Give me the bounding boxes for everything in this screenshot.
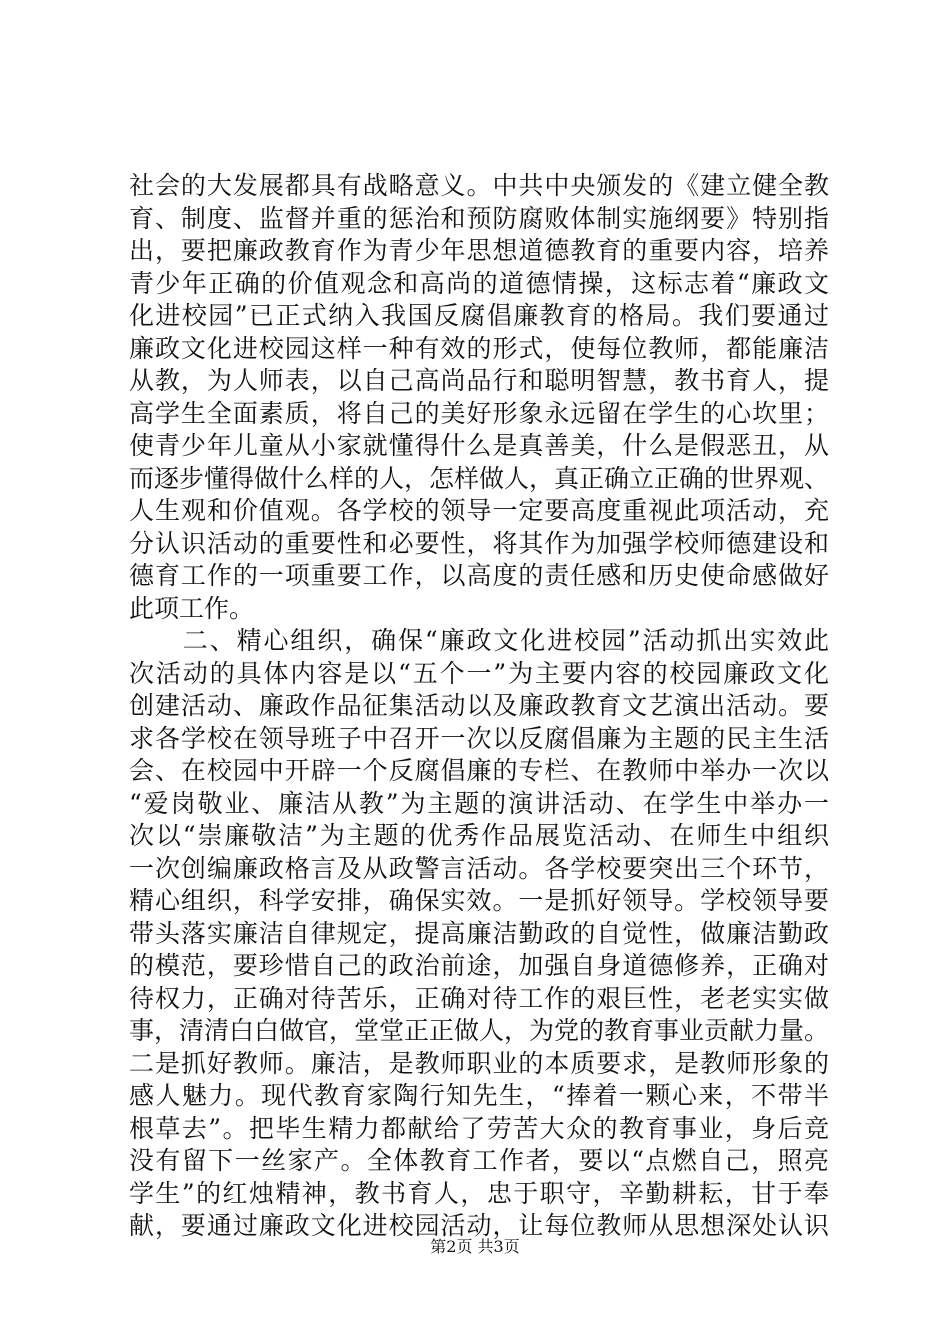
text-line: 青少年正确的价值观念和高尚的道德情操，这标志着“廉政文 bbox=[129, 268, 829, 298]
text-line: 次活动的具体内容是以“五个一”为主要内容的校园廉政文化 bbox=[129, 658, 829, 688]
text-line: 次以“崇廉敬洁”为主题的优秀作品展览活动、在师生中组织 bbox=[129, 821, 829, 850]
text-line: 创建活动、廉政作品征集活动以及廉政教育文艺演出活动。要 bbox=[129, 691, 829, 720]
text-line: 待权力，正确对待苦乐，正确对待工作的艰巨性，老老实实做 bbox=[129, 983, 829, 1013]
text-line: 社会的大发展都具有战略意义。中共中央颁发的《建立健全教 bbox=[129, 171, 829, 200]
text-line: 人生观和价值观。各学校的领导一定要高度重视此项活动，充 bbox=[129, 496, 829, 525]
text-line: 分认识活动的重要性和必要性，将其作为加强学校师德建设和 bbox=[129, 528, 829, 558]
text-line: 出，要把廉政教育作为青少年思想道德教育的重要内容，培养 bbox=[129, 236, 829, 265]
text-line: 而逐步懂得做什么样的人，怎样做人，真正确立正确的世界观、 bbox=[129, 463, 829, 493]
text-line: 二、精心组织，确保“廉政文化进校园”活动抓出实效此 bbox=[129, 626, 829, 655]
text-line: 的模范，要珍惜自己的政治前途，加强自身道德修养，正确对 bbox=[129, 951, 829, 980]
text-line: 此项工作。 bbox=[129, 593, 255, 623]
text-line: 会、在校园中开辟一个反腐倡廉的专栏、在教师中举办一次以 bbox=[129, 756, 829, 785]
text-line: 高学生全面素质，将自己的美好形象永远留在学生的心坎里； bbox=[129, 398, 829, 428]
text-line: 带头落实廉洁自律规定，提高廉洁勤政的自觉性，做廉洁勤政 bbox=[129, 918, 829, 948]
text-line: 育、制度、监督并重的惩治和预防腐败体制实施纲要》特别指 bbox=[129, 203, 829, 233]
text-line: 一次创编廉政格言及从政警言活动。各学校要突出三个环节， bbox=[129, 853, 829, 883]
text-line: 没有留下一丝家产。全体教育工作者，要以“点燃自己，照亮 bbox=[129, 1146, 829, 1175]
text-line: 学生”的红烛精神，教书育人，忠于职守，辛勤耕耘，甘于奉 bbox=[129, 1178, 829, 1208]
text-line: 求各学校在领导班子中召开一次以反腐倡廉为主题的民主生活 bbox=[129, 723, 829, 753]
text-line: 廉政文化进校园这样一种有效的形式，使每位教师，都能廉洁 bbox=[129, 333, 829, 363]
text-line: 使青少年儿童从小家就懂得什么是真善美，什么是假恶丑，从 bbox=[129, 431, 829, 460]
text-line: 事，清清白白做官，堂堂正正做人，为党的教育事业贡献力量。 bbox=[129, 1016, 829, 1045]
page-footer: 第2页 共3页 bbox=[430, 1237, 520, 1256]
text-line: 献，要通过廉政文化进校园活动，让每位教师从思想深处认识 bbox=[129, 1211, 829, 1240]
text-line: 从教，为人师表，以自己高尚品行和聪明智慧，教书育人，提 bbox=[129, 366, 829, 395]
body-text bbox=[129, 170, 829, 1243]
text-line: 根草去”。把毕生精力都献给了劳苦大众的教育事业，身后竞 bbox=[129, 1113, 829, 1143]
text-line: 化进校园”已正式纳入我国反腐倡廉教育的格局。我们要通过 bbox=[129, 301, 829, 330]
text-line: 精心组织，科学安排，确保实效。一是抓好领导。学校领导要 bbox=[129, 886, 829, 915]
text-line: 感人魅力。现代教育家陶行知先生，“捧着一颗心来，不带半 bbox=[129, 1081, 829, 1110]
text-line: 二是抓好教师。廉洁，是教师职业的本质要求，是教师形象的 bbox=[129, 1048, 829, 1078]
text-line: “爱岗敬业、廉洁从教”为主题的演讲活动、在学生中举办一 bbox=[129, 788, 829, 818]
text-line: 德育工作的一项重要工作，以高度的责任感和历史使命感做好 bbox=[129, 561, 829, 590]
